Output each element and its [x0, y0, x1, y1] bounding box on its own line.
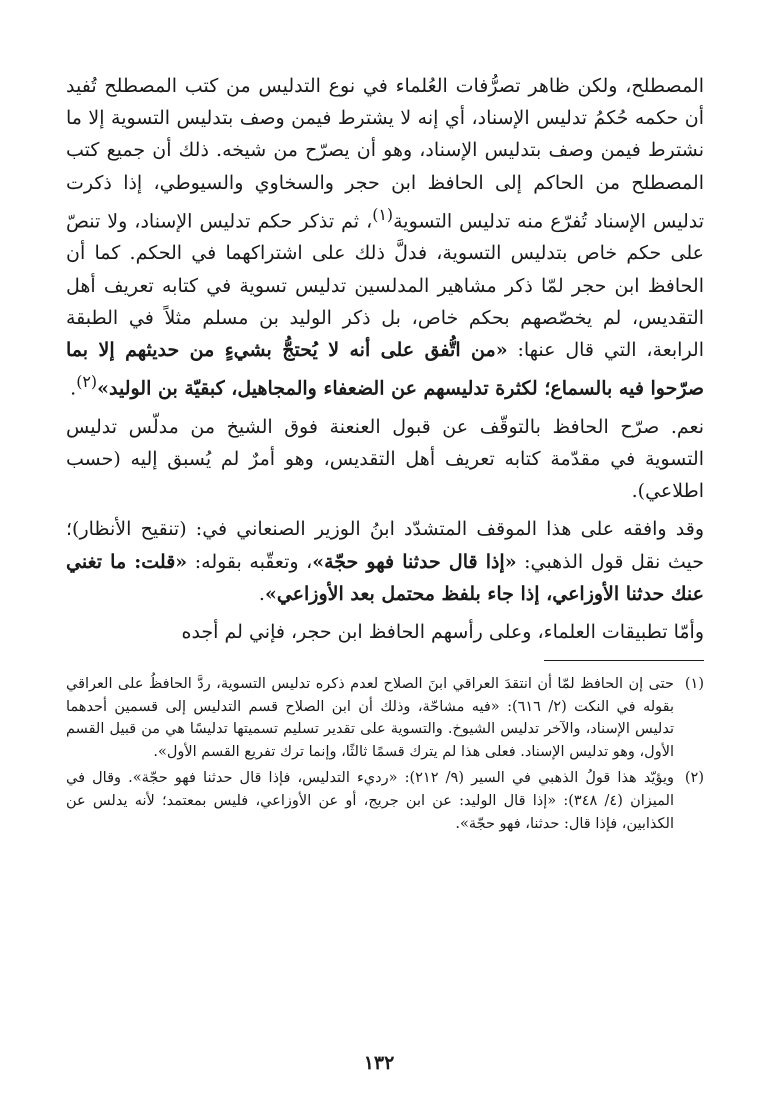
page-content: [66, 70, 704, 839]
footnote-divider: [544, 660, 704, 661]
bold-quote-dhahabi: «إذا قال حدثنا فهو حجّة»: [312, 550, 517, 573]
paragraph-1: [66, 70, 704, 405]
page-number: ١٣٢: [363, 1052, 395, 1074]
footnote-text: ويؤيّد هذا قولُ الذهبي في السير (٩/ ٢١٢): «رديء التدليس، فإذا قال حدثنا فهو حجّة». وقال في الميزان (٤/ ٣٤٨): «إذا قال الوليد: عن ابن جريج، أو عن الأوزاعي، فليس بمعتمد؛ لأنه يدلس عن الكذابين، فإذا قال: حدثنا، فهو حجّة».: [66, 770, 674, 832]
footnote-2: [66, 767, 704, 835]
footnote-ref-2: (٢): [76, 372, 98, 392]
paragraph-3-text-cont: ، وتعقّبه بقوله:: [187, 550, 313, 573]
paragraph-1-text: المصطلح، ولكن ظاهر تصرُّفات العُلماء في نوع التدليس من كتب المصطلح تُفيد أن حكمه حُكمُ تدليس الإسناد، أي إنه لا يشترط فيمن وصف بتدليس التسوية إلا ما نشترط فيمن وصف بتدليس الإسناد، وهو أن يصرّح من شيخه. ذلك أن جميع كتب المصطلح من الحاكم إلى الحافظ ابن حجر والسخاوي والسيوطي، إذا ذكرت تدليس الإسناد تُفرّع منه تدليس التسوية: [66, 75, 705, 233]
bold-quote-reply: «قلت: ما تغني عنك حدثنا الأوزاعي، إذا جاء بلفظ محتمل بعد الأوزاعي»: [66, 550, 704, 605]
bold-quote: «من اتُّفق على أنه لا يُحتجُّ بشيءٍ من حديثهم إلا بما صرّحوا فيه بالسماع؛ لكثرة تدليسهم عن الضعفاء والمجاهيل، كبقيّة بن الوليد»: [66, 338, 704, 400]
footnote-ref-1: (١): [372, 204, 394, 224]
footnote-number: (٢): [684, 770, 704, 787]
footnote-number: (١): [684, 676, 704, 693]
paragraph-3-end: .: [258, 582, 265, 605]
paragraph-3-text: وقد وافقه على هذا الموقف المتشدّد ابنُ الوزير الصنعاني في: (تنقيح الأنظار)؛ حيث نقل قول الذهبي:: [66, 518, 704, 573]
footnotes: [66, 673, 704, 835]
footnote-text: حتى إن الحافظ لمّا أن انتقدَ العراقي ابنَ الصلاح لعدم ذكره تدليس التسوية، ردَّ الحافظُ على العراقي بقوله في النكت (٢/ ٦١٦): «فيه مشاحّة، وذلك أن ابن الصلاح قسم التدليس إلى قسمين أحدهما تدليس الإسناد، والآخر تدليس الشيوخ. والتسوية على تقدير تسليم تسميتها تدليسًا هي من قبيل القسم الأول، وهو تدليس الإسناد. فعلى هذا لم يترك قسمًا ثالثًا، وإنما ترك تفريع القسم الأول».: [66, 676, 675, 760]
paragraph-2: نعم. صرّح الحافظ بالتوقّف عن قبول العنعنة فوق الشيخ من مدلّس تدليس التسوية في مقدّمة كتابه تعريف أهل التقديس، وهو أمرٌ لم يُسبق إليه (حسب اطلاعي).: [66, 415, 704, 503]
footnote-1: [66, 673, 704, 763]
paragraph-3: [66, 513, 704, 610]
paragraph-1-end: .: [70, 377, 77, 400]
paragraph-1-text-cont: ، ثم تذكر حكم تدليس الإسناد، ولا تنصّ على حكم خاص بتدليس التسوية، فدلَّ ذلك على اشتراكهما في الحكم. كما أن الحافظ ابن حجر لمّا ذكر مشاهير المدلسين تدليس تسوية في كتابه تعريف أهل التقديس، لم يخصّصهم بحكم خاص، بل ذكر الوليد بن مسلم مثلاً في الطبقة الرابعة، التي قال عنها:: [66, 210, 704, 361]
paragraph-4: وأمّا تطبيقات العلماء، وعلى رأسهم الحافظ ابن حجر، فإني لم أجده: [181, 620, 704, 643]
